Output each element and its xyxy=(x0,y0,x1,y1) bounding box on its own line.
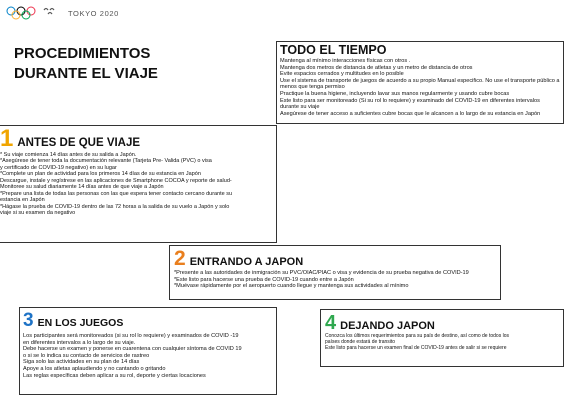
list-item: Debe hacerse un examen y ponerse en cuarentena con cualquier síntoma de COVID 19 xyxy=(23,346,242,353)
list-item: *Asegúrese de tener toda la documentación relevante (Tarjeta Pre- Valida (PVC) o visa xyxy=(0,158,212,165)
dejando-heading xyxy=(325,313,559,333)
list-item: y certificado de COVID-19 negativo) en su lugar xyxy=(0,164,117,171)
list-item: Los participantes será monitoreados (si su rol lo requiere) y examinados de COVID -19 xyxy=(23,333,239,339)
list-item: *Muévase rápidamente por el aeropuerto cuando llegue y mantenga sus actividades al mínimo xyxy=(174,283,409,290)
list-item: *Hágase la prueba de COVID-19 dentro de las 72 horas a la salida de su vuelo a Japón y solo xyxy=(0,203,230,210)
list-item: Descargue, instale y regístrese en las aplicaciones de Smartphone COCOA y reporte de salud- xyxy=(0,177,232,184)
list-item: Este listo para ser monitoreado (Si su rol lo requiere) y examinado del COVID-19 en diferentes intervalos durante su viaje xyxy=(280,97,540,111)
entrando-title: ENTRANDO A JAPON xyxy=(189,256,304,268)
list-item: Mantenga al mínimo interacciones físicas con otros . xyxy=(280,58,411,64)
todo-el-tiempo-list xyxy=(280,58,560,117)
step-number-3: 3 xyxy=(23,310,34,331)
header xyxy=(6,5,119,21)
page-title-line-2: DURANTE EL VIAJE xyxy=(14,65,158,82)
list-item: Evite espacios cerrados y multitudes en lo posible xyxy=(280,71,404,78)
olympic-rings-icon xyxy=(6,6,36,20)
list-item: Conozca los últimos requerimientos para su país de destino, así como de todos los xyxy=(325,333,509,339)
list-item: *Este listo para hacerse una prueba de COVID-19 cuando entre a Japón xyxy=(174,276,354,283)
list-item: Asegúrese de tener acceso a suficientes cubre bocas que le alcancen a lo largo de su estancia en Japón xyxy=(280,110,541,117)
list-item: estancia en Japón xyxy=(0,197,45,204)
list-item: *Presente a las autoridades de inmigración su PVC/OIAC/PIAC o visa y evidencia de su prueba negativa de COVID-19 xyxy=(174,270,469,276)
list-item: *Complete un plan de actividad para los primeros 14 días de su estancia en Japón xyxy=(0,171,201,178)
list-item: en diferentes intervalos a lo largo de su viaje. xyxy=(23,339,136,346)
juegos-heading xyxy=(23,311,273,331)
en-los-juegos-box xyxy=(19,307,277,395)
list-item: Las reglas específicas deben aplicar a su rol, deporte y ciertas locaciones xyxy=(23,372,206,379)
todo-el-tiempo-box xyxy=(276,41,564,124)
juegos-list xyxy=(23,333,273,379)
page-title-line-1: PROCEDIMIENTOS xyxy=(14,45,151,62)
list-item: Este listo para hacerse un examen final de COVID-19 antes de salir si se requiere xyxy=(325,344,507,351)
list-item: Monitoree su salud diariamente 14 días antes de que viaje a Japón xyxy=(0,184,164,191)
page-title xyxy=(14,44,214,84)
entrando-a-japon-box xyxy=(169,245,501,300)
games-label: TOKYO 2020 xyxy=(68,8,119,18)
list-item: Apoye a los atletas aplaudiendo y no cantando o gritando xyxy=(23,365,166,372)
paralympic-agitos-icon xyxy=(42,6,56,20)
antes-list xyxy=(0,152,274,217)
entrando-heading xyxy=(174,249,496,269)
list-item: * Su viaje comienza 14 días antes de su salida a Japón. xyxy=(0,152,137,158)
dejando-list xyxy=(325,334,559,352)
list-item: Practique la buena higiene, incluyendo lavar sus manos regularmente y usando cubre bocas xyxy=(280,90,510,97)
list-item: países donde estará de transito xyxy=(325,338,396,345)
antes-de-que-viaje-box xyxy=(0,125,277,243)
dejando-title: DEJANDO JAPON xyxy=(340,320,435,332)
antes-title: ANTES DE QUE VIAJE xyxy=(17,137,141,149)
step-number-1: 1 xyxy=(0,125,14,152)
list-item: Use el sistema de transporte de juegos de acuerdo a su propio Manual especifico. No use el transporte público a menos que tenga permiso xyxy=(280,77,560,91)
step-number-4: 4 xyxy=(325,312,337,334)
dejando-japon-box xyxy=(320,309,564,367)
step-number-2: 2 xyxy=(174,247,186,270)
todo-el-tiempo-title: TODO EL TIEMPO xyxy=(280,43,387,57)
list-item: *Prepare una lista de todas las personas con las que espera tener contacto cercano durante su xyxy=(0,190,233,197)
entrando-list xyxy=(174,270,496,290)
antes-heading xyxy=(0,125,274,152)
list-item: o si se lo indica su contacto de servicios de rastreo xyxy=(23,352,150,359)
list-item: viaje si su examen da negativo xyxy=(0,210,76,217)
juegos-title: EN LOS JUEGOS xyxy=(37,317,124,329)
list-item: Siga solo las actividades en su plan de 14 días xyxy=(23,359,140,366)
list-item: Mantenga dos metros de distancia de atletas y un metro de distancia de otros xyxy=(280,64,473,71)
